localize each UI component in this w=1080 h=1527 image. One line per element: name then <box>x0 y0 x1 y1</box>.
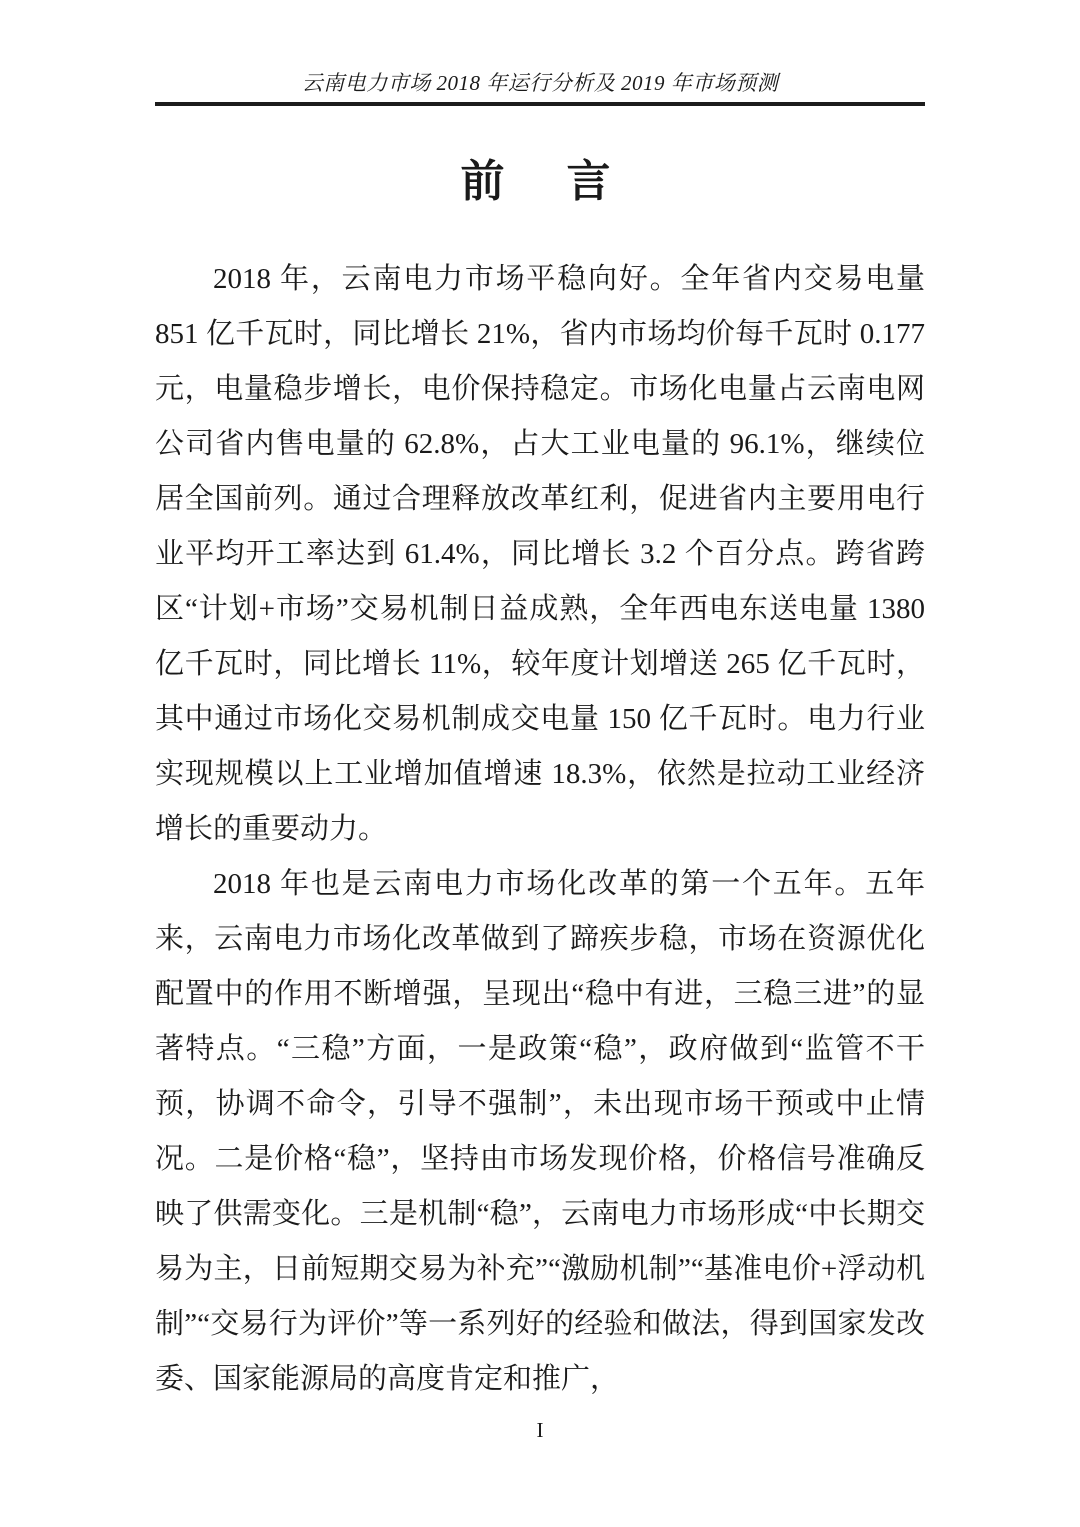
body-paragraphs <box>155 252 925 1407</box>
page-content <box>155 0 925 1407</box>
page-footer <box>0 1420 1080 1441</box>
page-number: I <box>536 1418 544 1442</box>
running-header-text: 云南电力市场 2018 年运行分析及 2019 年市场预测 <box>301 71 779 95</box>
page-title: 前 言 <box>460 157 620 206</box>
paragraph: 2018 年，云南电力市场平稳向好。全年省内交易电量 851 亿千瓦时，同比增长 21%，省内市场均价每千瓦时 0.177 元，电量稳步增长，电价保持稳定。市场化电量占云南电网公司省内售电量的 62.8%，占大工业电量的 96.1%，继续位居全国前列。通过合理释放改革红利，促进省内主要用电行业平均开工率达到 61.4%，同比增长 3.2 个百分点。跨省跨区“计划+市场”交易机制日益成熟，全年西电东送电量 1380 亿千瓦时，同比增长 11%，较年度计划增送 265 亿千瓦时，其中通过市场化交易机制成交电量 150 亿千瓦时。电力行业实现规模以上工业增加值增速 18.3%，依然是拉动工业经济增长的重要动力。 <box>155 263 925 845</box>
header-rule-divider <box>155 102 925 106</box>
running-header <box>155 0 925 96</box>
paragraph: 2018 年也是云南电力市场化改革的第一个五年。五年来，云南电力市场化改革做到了蹄疾步稳，市场在资源优化配置中的作用不断增强，呈现出“稳中有进，三稳三进”的显著特点。“三稳”方面，一是政策“稳”，政府做到“监管不干预，协调不命令，引导不强制”，未出现市场干预或中止情况。二是价格“稳”，坚持由市场发现价格，价格信号准确反映了供需变化。三是机制“稳”，云南电力市场形成“中长期交易为主，日前短期交易为补充”“激励机制”“基准电价+浮动机制”“交易行为评价”等一系列好的经验和做法，得到国家发改委、国家能源局的高度肯定和推广， <box>155 868 925 1395</box>
